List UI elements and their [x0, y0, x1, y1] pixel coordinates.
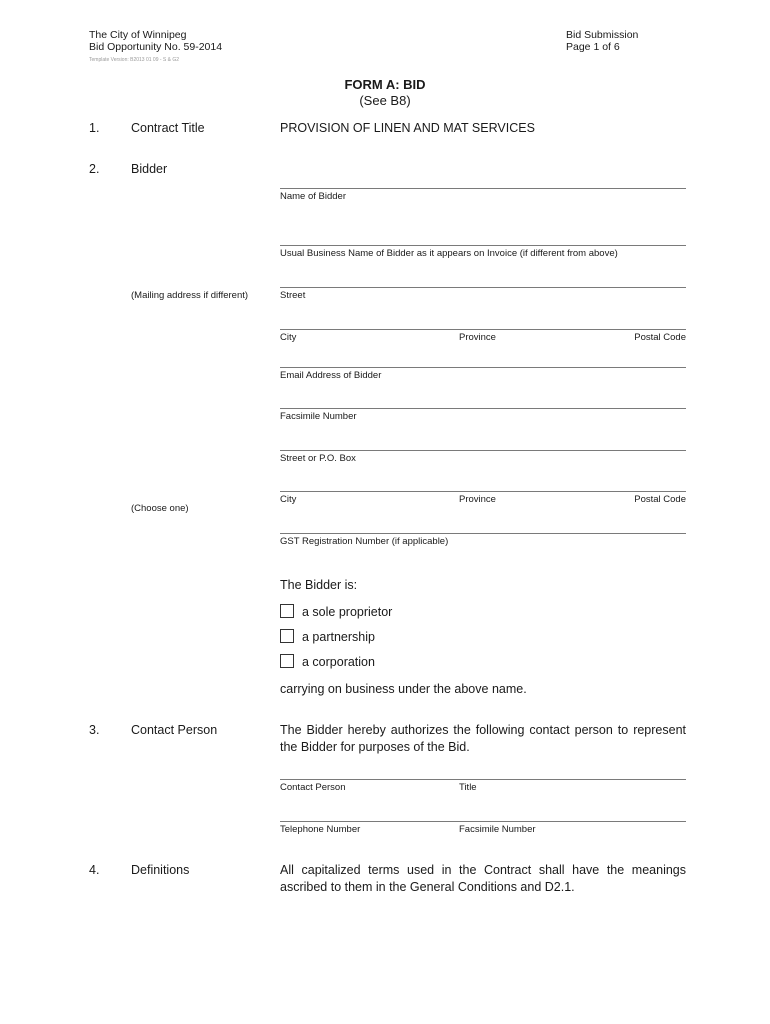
email-label: Email Address of Bidder [280, 370, 382, 381]
sole-proprietor-label: a sole proprietor [302, 605, 393, 619]
province-label-2: Province [459, 494, 496, 505]
province-label: Province [459, 332, 496, 343]
bidder-is-label: The Bidder is: [280, 578, 358, 592]
name-of-bidder-label: Name of Bidder [280, 191, 347, 202]
name-of-bidder-field[interactable] [280, 188, 686, 189]
facsimile-label: Facsimile Number [280, 411, 357, 422]
section-3-number: 3. [89, 723, 100, 737]
usual-business-name-label: Usual Business Name of Bidder as it appears on Invoice (if different from above) [280, 248, 618, 259]
street-label: Street [280, 290, 306, 301]
partnership-label: a partnership [302, 630, 375, 644]
template-version: Template Version: B2013 01 09 - S & G2 [89, 57, 180, 63]
facsimile-field[interactable] [280, 408, 686, 409]
street-po-box-field[interactable] [280, 450, 686, 451]
header-city: The City of Winnipeg [89, 29, 187, 41]
telephone-label: Telephone Number [280, 824, 361, 835]
section-1-label: Contract Title [131, 121, 205, 135]
usual-business-name-field[interactable] [280, 245, 686, 246]
section-2-number: 2. [89, 162, 100, 176]
contact-person-label: Contact Person [280, 782, 346, 793]
section-4-number: 4. [89, 863, 100, 877]
city-province-postal-field-2[interactable] [280, 491, 686, 492]
postal-code-label: Postal Code [634, 332, 686, 343]
contact-facsimile-label: Facsimile Number [459, 824, 536, 835]
email-field[interactable] [280, 367, 686, 368]
city-province-postal-field[interactable] [280, 329, 686, 330]
corporation-checkbox[interactable] [280, 654, 294, 668]
contact-person-title-field[interactable] [280, 779, 686, 780]
city-label-2: City [280, 494, 297, 505]
mailing-address-note: (Mailing address if different) [131, 290, 249, 301]
section-3-label: Contact Person [131, 723, 218, 737]
contract-title-value: PROVISION OF LINEN AND MAT SERVICES [280, 121, 535, 135]
gst-field[interactable] [280, 533, 686, 534]
definitions-paragraph: All capitalized terms used in the Contract shall have the meanings ascribed to them in the General Conditions and D2.1. [280, 863, 686, 894]
header-bid-opportunity: Bid Opportunity No. 59-2014 [89, 41, 223, 53]
section-4-label: Definitions [131, 863, 190, 877]
sole-proprietor-checkbox[interactable] [280, 604, 294, 618]
title-label: Title [459, 782, 477, 793]
street-po-box-label: Street or P.O. Box [280, 453, 356, 464]
gst-label: GST Registration Number (if applicable) [280, 536, 449, 547]
section-2-label: Bidder [131, 162, 168, 176]
contact-person-paragraph: The Bidder hereby authorizes the following contact person to represent the Bidder for purposes of the Bid. [280, 723, 686, 754]
form-title: FORM A: BID [344, 77, 426, 92]
partnership-checkbox[interactable] [280, 629, 294, 643]
city-label: City [280, 332, 297, 343]
section-1-number: 1. [89, 121, 100, 135]
telephone-facsimile-field[interactable] [280, 821, 686, 822]
header-page-number: Page 1 of 6 [566, 41, 620, 53]
postal-code-label-2: Postal Code [634, 494, 686, 505]
form-subtitle: (See B8) [359, 93, 411, 108]
carrying-on-text: carrying on business under the above name. [280, 682, 527, 696]
choose-one-note: (Choose one) [131, 503, 189, 514]
corporation-label: a corporation [302, 655, 375, 669]
street-field[interactable] [280, 287, 686, 288]
header-bid-submission: Bid Submission [566, 29, 639, 41]
